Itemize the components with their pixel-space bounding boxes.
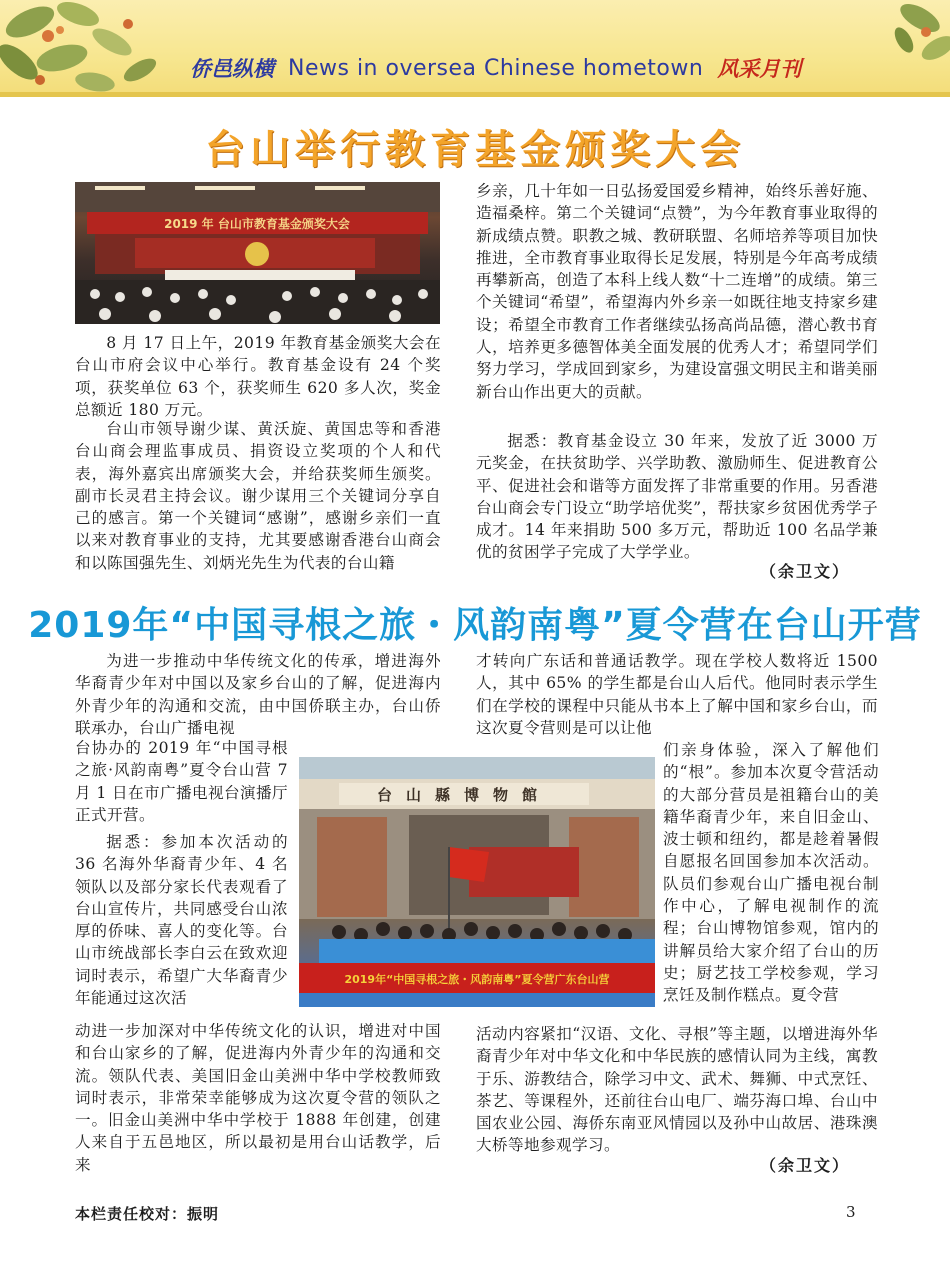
header-text: [190, 50, 890, 86]
article1-title: 台山举行教育基金颁奖大会: [205, 127, 745, 173]
article2-paragraph-top: 为进一步推动中华传统文化的传承，增进海外华裔青少年对中国以及家乡台山的了解，促进海内外青少年的沟通和交流，由中国侨联主办，台山侨联承办，台山广播电视: [75, 652, 441, 737]
article2-paragraph-right-top: 才转向广东话和普通话教学。现在学校人数将近 1500 人，其中 65% 的学生都是台山人后代。他同时表示学生们在学校的课程中只能从书本上了解中国和家乡台山，而这次夏令营则是可以让他: [476, 652, 878, 737]
leaf-decoration-left-icon: [0, 0, 185, 97]
article1-paragraph-2: 台山市领导谢少谋、黄沃旋、黄国忠等和香港台山商会理监事成员、捐资设立奖项的个人和代表，海外嘉宾出席颁奖大会，并给获奖师生颁奖。副市长灵君主持会议。谢少谋用三个关键词分享自己的感言。第一个关键词“感谢”，感谢乡亲们一直以来对教育事业的支持，尤其要感谢香港台山商会和以陈国强先生、刘炳光先生为代表的台山籍: [75, 420, 441, 572]
page-header: [0, 0, 950, 97]
article2-paragraph-narrow-b: 据悉：参加本次活动的 36 名海外华裔青少年、4 名领队以及部分家长代表观看了台山宣传片，共同感受台山浓厚的侨味、喜人的变化等。台山市统战部长李白云在致欢迎词时表示，希望广大华裔青少年能通过这次活: [75, 833, 288, 1008]
leaf-decoration-right-icon: [880, 0, 950, 97]
article2-title: 2019年“中国寻根之旅・风韵南粤”夏令营在台山开营: [28, 605, 922, 646]
article2-paragraph-bottom: 动进一步加深对中华传统文化的认识，增进对中国和台山家乡的了解，促进海内外青少年的沟通和交流。领队代表、美国旧金山美洲中华中学校教师致词时表示，非常荣幸能够成为这次夏令营的领队之一。旧金山美洲中华中学校于 1888 年创建，创建人来自于五邑地区，所以最初是用台山话教学，后来: [75, 1022, 441, 1174]
header-column-name: 侨邑纵横: [190, 57, 274, 81]
award-ceremony-photo-art: [75, 182, 440, 324]
header-english-title: News in oversea Chinese hometown: [288, 55, 704, 81]
article2-paragraph-narrow-a: 台协办的 2019 年“中国寻根之旅·风韵南粤”夏令台山营 7 月 1 日在市广播电视台演播厅正式开营。: [75, 739, 288, 824]
museum-sign-text: 台山縣博物館: [376, 786, 552, 804]
page-number: 3: [846, 1203, 856, 1221]
proofreader-credit: 本栏责任校对：振明: [75, 1205, 220, 1223]
header-rule: [0, 92, 950, 97]
header-magazine-name: 风采月刊: [717, 57, 802, 81]
summer-camp-photo: [299, 757, 655, 1007]
article1-author: （余卫文）: [760, 562, 851, 581]
article1-paragraph-3: 乡亲，几十年如一日弘扬爱国爱乡精神，始终乐善好施、造福桑梓。第二个关键词“点赞”，为今年教育事业取得的新成绩点赞。职教之城、教研联盟、名师培养等项目加快推进，全市教育事业取得长足发展，特别是今年高考成绩再攀新高，创造了本科上线人数“十二连增”的成绩。第三个关键词“希望”，希望海内外乡亲一如既往地支持家乡建设；希望全市教育工作者继续弘扬高尚品德，潜心教书育人，培养更多德智体美全面发展的优秀人才；希望同学们努力学习，学成回到家乡，为建设富强文明民主和谐美丽新台山作出更大的贡献。: [476, 182, 878, 401]
article2-paragraph-right-narrow: 们亲身体验，深入了解他们的“根”。参加本次夏令营活动的大部分营员是祖籍台山的美籍华裔青少年，来自旧金山、波士顿和纽约，都是趁着暑假自愿报名回国参加本次活动。队员们参观台山广播电视台制作中心，了解电视制作的流程；台山博物馆参观，馆内的讲解员给大家介绍了台山的历史；厨艺技工学校参观，学习烹饪及制作糕点。夏令营: [663, 741, 879, 1005]
camp-banner-text: 2019年“中国寻根之旅・风韵南粤”夏令营广东台山营: [344, 973, 610, 986]
article1-paragraph-1: 8 月 17 日上午，2019 年教育基金颁奖大会在台山市府会议中心举行。教育基金设有 24 个奖项，获奖单位 63 个，获奖师生 620 多人次，奖金总额近 180 万元。: [75, 334, 441, 419]
article2-paragraph-right-bottom: 活动内容紧扣“汉语、文化、寻根”等主题，以增进海外华裔青少年对中华文化和中华民族的感情认同为主线，寓教于乐、游教结合，除学习中文、武术、舞狮、中式烹饪、茶艺、等课程外，还前往台山电厂、端芬海口埠、台山中国农业公园、海侨东南亚风情园以及孙中山故居、港珠澳大桥等地参观学习。: [476, 1025, 878, 1155]
ceremony-banner-text: 2019 年 台山市教育基金颁奖大会: [164, 217, 350, 231]
award-ceremony-photo: [75, 182, 440, 324]
summer-camp-photo-art: [299, 757, 655, 1007]
article2-author: （余卫文）: [760, 1156, 851, 1175]
article1-paragraph-4: 据悉：教育基金设立 30 年来，发放了近 3000 万元奖金，在扶贫助学、兴学助教、激励师生、促进教育公平、促进社会和谐等方面发挥了非常重要的作用。另香港台山商会专门设立“助学培优奖”，帮扶家乡贫困优秀学子成才。14 年来捐助 500 多万元，帮助近 100 名品学兼优的贫困学子完成了大学学业。: [476, 432, 878, 562]
